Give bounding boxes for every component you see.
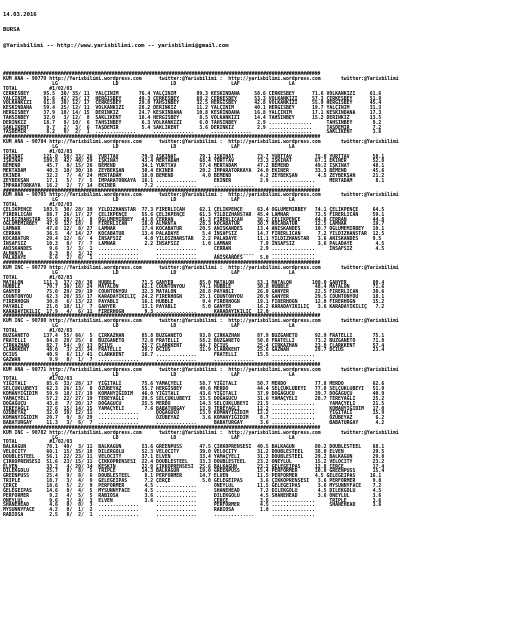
table-row: DCIUS 40.9 6/ 11/ 41 CLARKKENT 16.7 .............. FRATELLI 15.5 ...............	[3, 353, 315, 359]
race-header-line: KUM INC - 90782 http://Yarisbilimi.wordpress.com twitter:@Yarisbilimi : http://yarisbilimi.wordpress.com twitter:@Yarisbilimi	[3, 430, 399, 436]
separator-line: ###############################################################################################################	[3, 135, 321, 141]
table-row: VOLKANKIZI 61.8 30/ 12/ 17 CERKESBEY 29.0 TAHSINBEY 32.5 HERGISBEY 42.8 VOLKANKIZI 55.9 HERGISBEY 45.4	[3, 101, 382, 107]
race-header-line: KUM ANA - 90704 http://Yarisbilimi.wordpress.com twitter:@Yarisbilimi : http://yarisbilimi.wordpress.com twitter:@Yarisbilimi	[3, 140, 399, 146]
table-row: CERKESBEY 95.5 30/ 35/ 11 YALÇINIM 76.4 YALÇINIM 89.3 KESKINDANA 58.6 CERKESBEY 71.6 VOLKANKIZI 61.6	[3, 91, 382, 97]
table-row: SELÇUKLUBEYI 62.3 26/ 13/ 8 ÖZÜBEYAZ 55.7 HERGISBEY 49.6 MERDO 44.4 SELÇUKLUBEYI 77.8 SELÇUKLUBEYI 51.9	[3, 387, 385, 393]
table-row: GELEGEIPAS 14.6 0/ 4/ 5 MYSUNNYFACE 4.5 .............. SHANEHEAD 7.2 DILEKGOLU 4.5 DILEKGOLU 4.5	[3, 488, 382, 494]
table-row: YAMAÇYELI 57.2 22/ 27/ 19 TEREYAĞLI 29.5 SELÇUKLUBEYI 33.5 DOĞAGUCU 31.6 YAMAÇYELI 28.7 TEREYAĞLI 25.2	[3, 396, 385, 402]
table-row: COUNTONYOU 62.3 20/ 33/ 17 KARADAYIKILIÇ 24.2 FIRERHOGN 25.1 COUNTONYOU 20.9 GANYER 29.5 COUNTONYOU 18.1	[3, 295, 385, 301]
table-row: EKINER 32.2 7/ 4/ 24 MERTADAM 18.0 BEMEND 4.0 BEMEND 4.2 ZEYBEKŞAN 4.5 ZEYBEKŞAN 21.2	[3, 174, 385, 179]
table-row: LAMNAR 47.8 12/ 8/ 27 LAMNAR 17.4 KOCABATUR 20.5 ANISKANDES 13.4 ANISKANDES 10.7 OGLUMEMIRBEY 19.1	[3, 227, 385, 233]
table-row: PERFORMER 9.2 4/ 5/ 5 RABIOSA 3.6 .............. DILEKGOLU 4.5 SHANEHEAD 3.6 ONEYLUL 3.6	[3, 493, 382, 499]
table-row: LG LD LD LAF LA	[3, 81, 295, 87]
race-header-line: KUM INC - 90780 http://Yarisbilimi.wordpress.com twitter:@Yarisbilimi : http://yarisbilimi.wordpress.com twitter:@Yarisbilimi	[3, 319, 399, 325]
race-header-line: KUM ANA - 90771 http://Yarisbilimi.wordpress.com twitter:@Yarisbilimi : http://yarisbilimi.wordpress.com twitter:@Yarisbilimi	[3, 367, 399, 373]
table-row: TEREYAĞLI 37.6 15/ 14/ 15 YAMAÇYELI 7.6 BABATURGAY 13.9 TEREYAĞLI 12.2 ............... KOMANYIĞIDIM 17.0	[3, 406, 385, 412]
table-row: PAYABLI 21.0 10/ 11/ 7 GANYER 13.1 PAYABLI 5.0 GANYER 16.2 KARADAYIKILIÇ 3.6 KARADAYIKILIÇ 7.2	[3, 304, 385, 310]
table-row: FIRERHOGN 30.8 6/ 13/ 22 PAYABLI 16.1 HUBBLE 9.4 FIRERHOGN 19.1 FIRERHOGN 12.0 FIRERHOGN 15.2	[3, 299, 385, 305]
table-row: ÖZÜBEYAZ 32.0 19/ 12/ 11 .............. DOĞAGUCU 13.9 KOMANYIĞIDIM 12.2 ............... YIĞITALI 15.9	[3, 411, 385, 417]
table-row: LG LD LD LAF LA	[3, 144, 295, 150]
table-row: ÇIRKAZHAN 82.7 54/ 9/ 13 DCIUS 25.7 CLARKKENT 44.7 DCIUS 25.4 ÇIRKAZHAN 23.0 CLARKKENT 57.4	[3, 343, 385, 349]
table-row: KOCABATUR 29.4 12/ 6/ 4 İNSAFSIZ 4.0 YILDIZHANSTAR 2.2 PALADAYE 11.1 YILDIZHANSTAR 3.6 ANISKANDES 9.5	[3, 236, 382, 242]
table-row: BALKAGUN 78.1 40/ 3/ 11 BALKAGUN 53.6 GREENPUSS 47.5 ÇIKKOPRENSESI 40.5 BALKAGUN 80.2 DOUBLESTEEL 68.1	[3, 445, 385, 451]
table-row: ALMANTA 8.3 0/ 3/ 12 .............. .............. .............. ...............	[3, 251, 315, 257]
report-city: BURSA	[3, 27, 20, 34]
table-row: KESKINDANA 59.4 25/ 12/ 11 VOLKANKIZI 28.2 DERINKIZ 11.2 YALÇINIM 40.1 HERGISBEY 19.7 YALÇINIM 31.3	[3, 106, 382, 112]
table-row: PALADAYE 6.6 2/ 6/ 1 .............. .............. ANISKANDES 5.0 ...............	[3, 256, 315, 262]
table-row: TAHSINBEY 32.0 3/ 12/ 8 SAKLIKENT 18.4 HERGISBEY 8.5 VOLKANKIZI 14.4 TAHSINBEY 15.2 DERINKIZ 13.5	[3, 115, 382, 121]
table-row: BEMEND 45.7 8/ 15/ 26 BEMEND 34.1 YURTTAV 57.4 MERTADAM 47.2 BEMEND 49.2 IŞKINAT 48.1	[3, 164, 385, 170]
table-row: TOTAL #1/02/03	[3, 149, 73, 155]
table-row: SAKLIKENT 9.7 2/ 3/ 6 TAŞDEMIR 5.4 SAKLIKENT 3.6 DERINKIZ 2.9 ............... TAŞDEMIR 7.2	[3, 125, 382, 131]
table-row: LG LD LD LAF LA	[3, 435, 295, 441]
race-header-line: KUM INC - 90779 http://Yarisbilimi.wordpress.com twitter:@Yarisbilimi : http://yarisbilimi.wordpress.com twitter:@Yarisbilimi	[3, 266, 399, 272]
table-row: FRATELLI 84.8 20/ 25/ 8 BUZGANETO 72.8 FRATELLI 58.2 BUZGANETO 50.8 FRATELLI 73.2 BUZGANETO 71.8	[3, 338, 385, 344]
table-row: ÇELIKPENÇE 103.5 30/ 28/ 30 YILDIZHANSTAR 77.3 FIRERLICAN 62.1 ÇELIKPENÇE 63.4 OGLUMEMIRBEY 74.1 ÇELIKPENÇE 64.5	[3, 207, 385, 213]
table-row: MERTADAM 40.3 10/ 30/ 10 ZEYBEKŞAN 30.4 EKINER 20.2 İMPARATORKAYA 24.0 EKINER 33.3 BEMEND 45.6	[3, 169, 385, 175]
table-row: TAŞDEMIR 8.2 0/ 2/ 1 .............. .............. .............. ............... SAKLIKENT 3.6	[3, 130, 382, 136]
blank-line	[3, 59, 526, 64]
credits-line: @Yarisbilimi -- http://www.yarisbilimi.com -- yarisbilimi@gmail.com	[3, 43, 229, 50]
race-tables	[3, 73, 526, 519]
table-row: KOMANYIĞIDIM 20.7 9/ 8/ 29 .............. ÖZÜBEYAZ 3.6 KOMANYIĞIDIM 8.7 ............... ÖZÜBEYAZ 6.2	[3, 416, 385, 422]
table-row: OGLUMEMIRBEY 47.9 12/ 18/ 8 FIRERLICAN 18.0 ALMANTA 28.3 KOCABATUR 30.7 KOCABATUR 12.5 LAMNAR 19.7	[3, 222, 385, 228]
table-row: LG LD LD LAF LA	[3, 372, 295, 378]
race-header-line: KUM ANA - 90779 http://Yarisbilimi.wordpress.com twitter:@Yarisbilimi : http://yarisbilimi.wordpress.com twitter:@Yarisbilimi	[3, 77, 399, 83]
table-row: YIĞITALI 85.6 33/ 28/ 17 YIĞITALI 75.6 YAMAÇYELI 58.7 YIĞITALI 50.7 MERDO 77.8 MERDO 62.6	[3, 382, 385, 388]
table-row: HUBBLE 79.7 30/ 16/ 24 MATALON 62.1 COUNTONYOU 74.1 HUBBLE 30.8 HUBBLE 48.4 MATALON 71.6	[3, 285, 385, 291]
table-row: CERRAN 36.5 4/ 14/ 27 KOCABATUR 13.4 PALADAYE 5.4 İNSAFSIZ 14.7 FIRERLICAN 7.2 YILDIZHANSTAR 12.5	[3, 232, 385, 238]
table-row: İMPARATORKAYA 16.2 2/ 7/ 14 EKINER 7.2 .............. .............. ...............	[3, 183, 315, 189]
race-statistics-document	[3, 2, 526, 619]
table-row: ZEYBEKŞAN 17.1 5/ 7/ 5 İMPARATORKAYA 16.1 .............. EKINER 2.9 ............... MERTADAM 8.1	[3, 178, 385, 184]
table-row: YALÇINIM 91.6 42/ 25/ 17 HERGISBEY 49.3 CERKESBEY 69.2 CERKESBEY 53.3 VOLKANKIZI 57.3 CERKESBEY 51.9	[3, 96, 382, 102]
table-row: MYSUNNYFACE 4.2 0/ 1/ 2 .............. .............. RABIOSA 1.0 ...............	[3, 508, 315, 514]
table-row: TOTAL #1/02/03	[3, 275, 73, 281]
table-row: LG LD LD LAF LA	[3, 324, 295, 330]
table-row: FIRERLICAN 88.7 26/ 17/ 27 ÇELIKPENÇE 55.6 ÇELIKPENÇE 61.3 YILDIZHANSTAR 45.4 LAMNAR 72.5 FIRERLICAN 59.1	[3, 212, 385, 218]
table-row: CLARKKENT 48.0 3/ 23/ 34 FRATELLI 20.7 DCIUS 31.9 CLARKKENT 25.6 GAZWAN 29.7 DCIUS 23.4	[3, 348, 385, 354]
table-row: SHANEHEAD 4.6 0/ 0/ 3 .............. .............. PERFORMER 4.5 ............... SHANEHEAD 3.6	[3, 503, 382, 509]
table-row: TOTAL #1/02/03	[3, 86, 73, 92]
race-header-line: KUM ANA - 90705 http://Yarisbilimi.wordpress.com twitter:@Yarisbilimi : http://yarisbilimi.wordpress.com twitter:@Yarisbilimi	[3, 193, 399, 199]
separator-line: ###############################################################################################################	[3, 425, 321, 431]
table-row: DOĞAGUCU 43.8 7/ 20/ 17 DOĞAGUCU 25.5 MERDO 14.3 SELÇUKLUBEYI 21.5 ............... YAMAÇYELI 21.5	[3, 401, 385, 407]
table-row: IŞKINAT 109.8 42/ 40/ 29 IŞKINAT 43.4 MERTADAM 68.4 YURTTAV 73.3 IŞKINAT 67.1 EKINER 52.8	[3, 159, 385, 165]
table-row: TOTAL #1/02/03	[3, 329, 73, 334]
report-date: 14.03.2016	[3, 11, 37, 18]
table-row: MATALON 111.3 37/ 28/ 30 HUBBLE 71.5 GANYER 85.0 MATALON 53.1 MATALON 100.0 GANYER 80.4	[3, 280, 385, 286]
separator-line: ###############################################################################################################	[3, 314, 321, 320]
table-row: BUZGANETO 137.4 55/ 66/ 5 ÇIRKAZHAN 85.8 BUZGANETO 93.8 ÇIRKAZHAN 87.9 BUZGANETO 92.9 FRATELLI 75.1	[3, 333, 385, 339]
table-row: DERINKIZ 18.7 9/ 10/ 6 TAHSINBEY 6.3 VOLKANKIZI 6.0 TAHSINBEY 2.9 ............... TAHSINBEY 9.2	[3, 120, 382, 126]
table-row: GAZWAN 9.9 0/ 1/ 7 .............. .............. .............. ...............	[3, 358, 315, 364]
table-row: DILEKGOLU 25.7 8/ 8/ 5 TRIPLE 14.3 BALKAGUN 19.0 GREENPUSS 15.4 PERFORMER 10.0 GREENPUSS 15.4	[3, 469, 385, 475]
table-row: TRIPLE 18.7 3/ 4/ 9 GELEGEIPAS 7.2 ÇERÇE 5.0 GELEGEIPAS 3.6 ÇIKKOPRENSESI 3.6 PERFORMER 9.8	[3, 479, 382, 485]
table-row: YILDIZHANSTAR 55.6 28/ 21/ 8 OGLUMEMIRBEY 43.8 CERRAN 41.3 FIRERLICAN 36.2 ÇELIKPENÇE 44.8 CERRAN 44.8	[3, 217, 385, 223]
separator-line: ###############################################################################################################	[3, 261, 321, 267]
table-row: GREENPUSS 25.4 9/ 8/ 6 DOUBLESTEEL 8.1 PERFORMER 14.7 ELVEN 11.5 PERFORMER 4.5 GELEGEIPAS 16.1	[3, 474, 382, 480]
table-row: VELOCITY 60.1 15/ 35/ 18 DILERGOLU 52.3 VELOCITY 39.0 VELOCITY 31.2 DOUBLESTEEL 38.0 ELVEN 29.5	[3, 450, 385, 456]
separator-line: ###############################################################################################################	[3, 362, 321, 368]
table-row: TOTAL #1/02/03	[3, 377, 73, 383]
table-row: TOTAL #1/02/03	[3, 440, 73, 446]
table-row: HERGISBEY 37.9 10/ 14/ 15 DERINKIZ 24.7 KESKINDANA 10.8 KESKINDANA 16.8 YALÇINIM 17.1 KESKINDANA 17.3	[3, 111, 382, 117]
table-row: KOMANYIĞIDIM 59.9 18/ 17/ 19 KOMANYIĞIDIM 46.0 YIĞITALI 43.6 YIĞITALI 37.9 DOĞAGUCU 39.7 DOĞAGUCU 40.9	[3, 391, 385, 397]
table-row: ÇIKKOPRENSESI 51.6 23/ 15/ 11 ÇIKKOPRENSESI 22.4 DOUBLESTEEL 33.3 DOUBLESTEEL 23.2 ONEYLUL 15.2 VELOCITY 23.2	[3, 459, 385, 465]
table-row: BABATURGAY 11.3 3/ 6/ 7 .............. .............. BABATURGAY 3.6 ............... BABATURGAY 4.2	[3, 421, 385, 427]
table-row: ANISKANDES 9.6 3/ 3/ 1 .............. .............. CERRAN 2.9 ............... İNSAFSIZ 4.5	[3, 246, 385, 252]
table-row: LG LD LD LAF LA	[3, 198, 295, 204]
table-row: İNSAFSIZ 10.3 0/ 7/ 7 LAMNAR 2.2 İNSAFSIZ 1.0 LAMNAR 7.9 İNSAFSIZ 3.6 PALADAYE 4.5	[3, 241, 385, 247]
table-row: ELVEN 33.2 4/ 20/ 14 KESKIN 22.0 ÇIKKOPRENSESI 25.6 BALKAGUN 23.2 GELEGEIPAS 12.8 ÇERÇE 17.4	[3, 464, 385, 470]
table-row: ÇERÇE 18.6 5/ 2/ 9 PERFORMER 4.5 .............. ONEYLUL 11.5 GELEGEIPAS 3.6 MYSUNNYFACE 7.2	[3, 484, 382, 489]
table-row: ONEYLUL 9.6 3/ 4/ 3 ELVEN 3.6 .............. ÇERÇE 3.6 ............... TRIPLE 3.6	[3, 498, 382, 504]
separator-line: ###############################################################################################################	[3, 72, 321, 78]
table-row: LG LD LD LAF LA	[3, 270, 295, 276]
table-row: RABIOSA 2.5 0/ 2/ 1 .............. .............. .............. ...............	[3, 513, 315, 519]
table-row: DOUBLESTEEL 56.1 22/ 23/ 11 VELOCITY 37.1 ELVEN 33.4 YAMAÇYELI 31.2 DOUBLESTEEL 29.2 BALKAGUN 29.8	[3, 454, 385, 460]
separator-line: ###############################################################################################################	[3, 188, 321, 194]
table-row: IŞKINAT 121.0 50/ 33/ 26 YURTTAV 79.9 IŞKINAT 79.1 IŞKINAT 73.7 YURTTAV 75.0 YURTTAV 58.1	[3, 154, 385, 160]
table-row: GANYER 75.0 29/ 29/ 19 COUNTONYOU 32.3 MATALON 28.8 PAYABLI 26.0 GANYER 22.5 FIRERLICAN 30.6	[3, 290, 385, 296]
table-row: TOTAL #1/02/03	[3, 203, 73, 209]
table-row: KARADAYIKILIÇ 17.9 4/ 6/ 11 FIRERHOGN 9.3 .............. KARADAYIKILIÇ 12.0 ...............	[3, 309, 315, 315]
